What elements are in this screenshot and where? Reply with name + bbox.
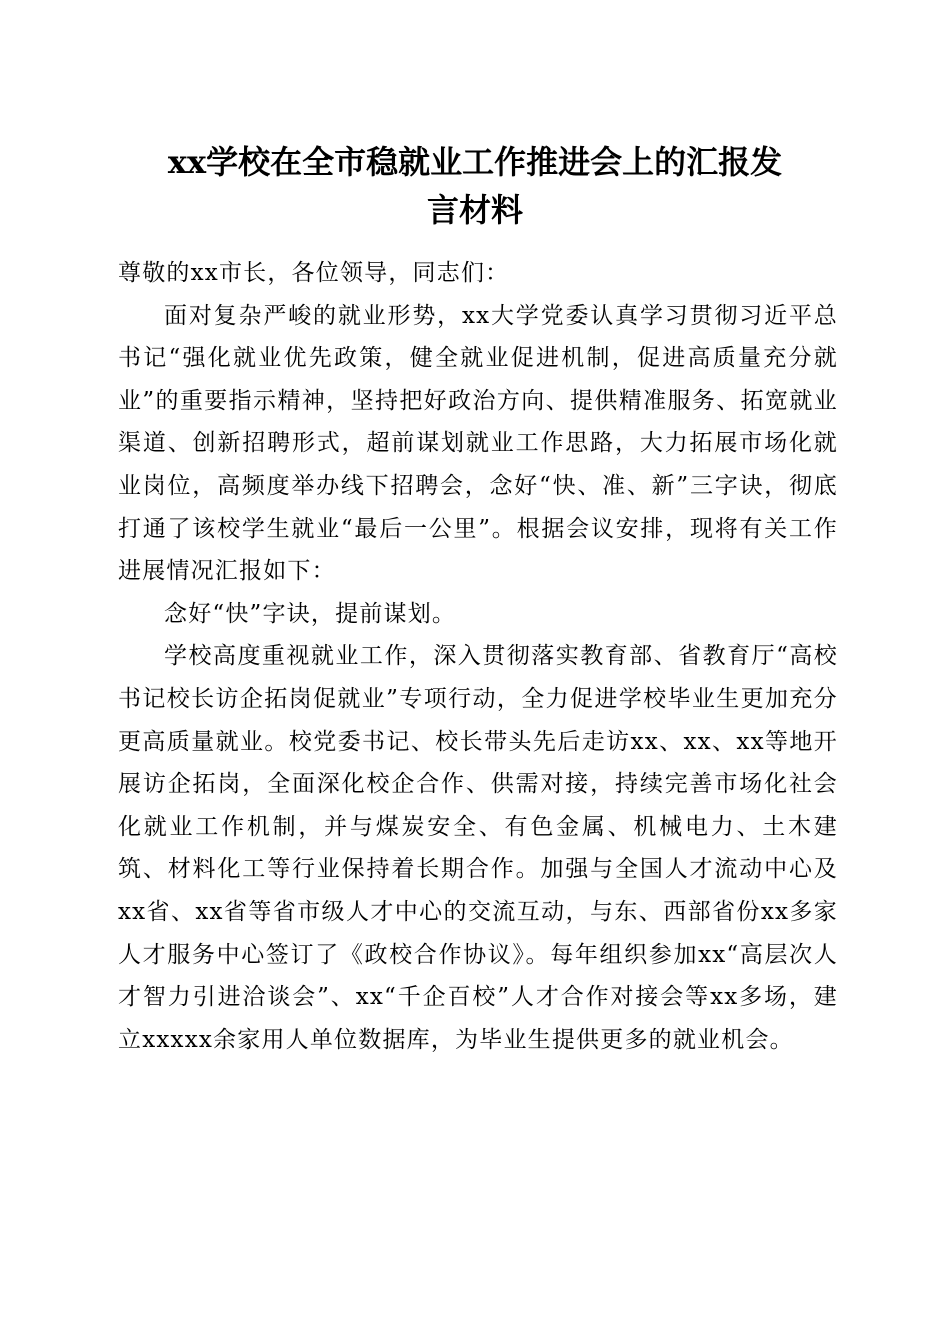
paragraph-intro: 面对复杂严峻的就业形势，xx大学党委认真学习贯彻习近平总书记“强化就业优先政策，健全就业促进机制，促进高质量充分就业”的重要指示精神，坚持把好政治方向、提供精准服务、拓宽就业渠道、创新招聘形式，超前谋划就业工作思路，大力拓展市场化就业岗位，高频度举办线下招聘会，念好“快、准、新”三字诀，彻底打通了该校学生就业“最后一公里”。根据会议安排，现将有关工作进展情况汇报如下： <box>118 302 838 585</box>
title-line-2: 言材料 <box>426 191 523 229</box>
title-line-1: xx学校在全市稳就业工作推进会上的汇报发 <box>167 143 783 181</box>
section-heading: 念好“快”字诀，提前谋划。 <box>164 600 457 627</box>
paragraph-body: 学校高度重视就业工作，深入贯彻落实教育部、省教育厅“高校书记校长访企拓岗促就业”专项行动，全力促进学校毕业生更加充分更高质量就业。校党委书记、校长带头先后走访xx、xx、xx等地开展访企拓岗，全面深化校企合作、供需对接，持续完善市场化社会化就业工作机制，并与煤炭安全、有色金属、机械电力、土木建筑、材料化工等行业保持着长期合作。加强与全国人才流动中心及xx省、xx省等省市级人才中心的交流互动，与东、西部省份xx多家人才服务中心签订了《政校合作协议》。每年组织参加xx“高层次人才智力引进洽谈会”、xx“千企百校”人才合作对接会等xx多场，建立xxxxx余家用人单位数据库，为毕业生提供更多的就业机会。 <box>118 643 838 1053</box>
document-title <box>100 138 850 234</box>
salutation: 尊敬的xx市长，各位领导，同志们： <box>118 260 510 286</box>
document-body <box>118 252 838 1061</box>
